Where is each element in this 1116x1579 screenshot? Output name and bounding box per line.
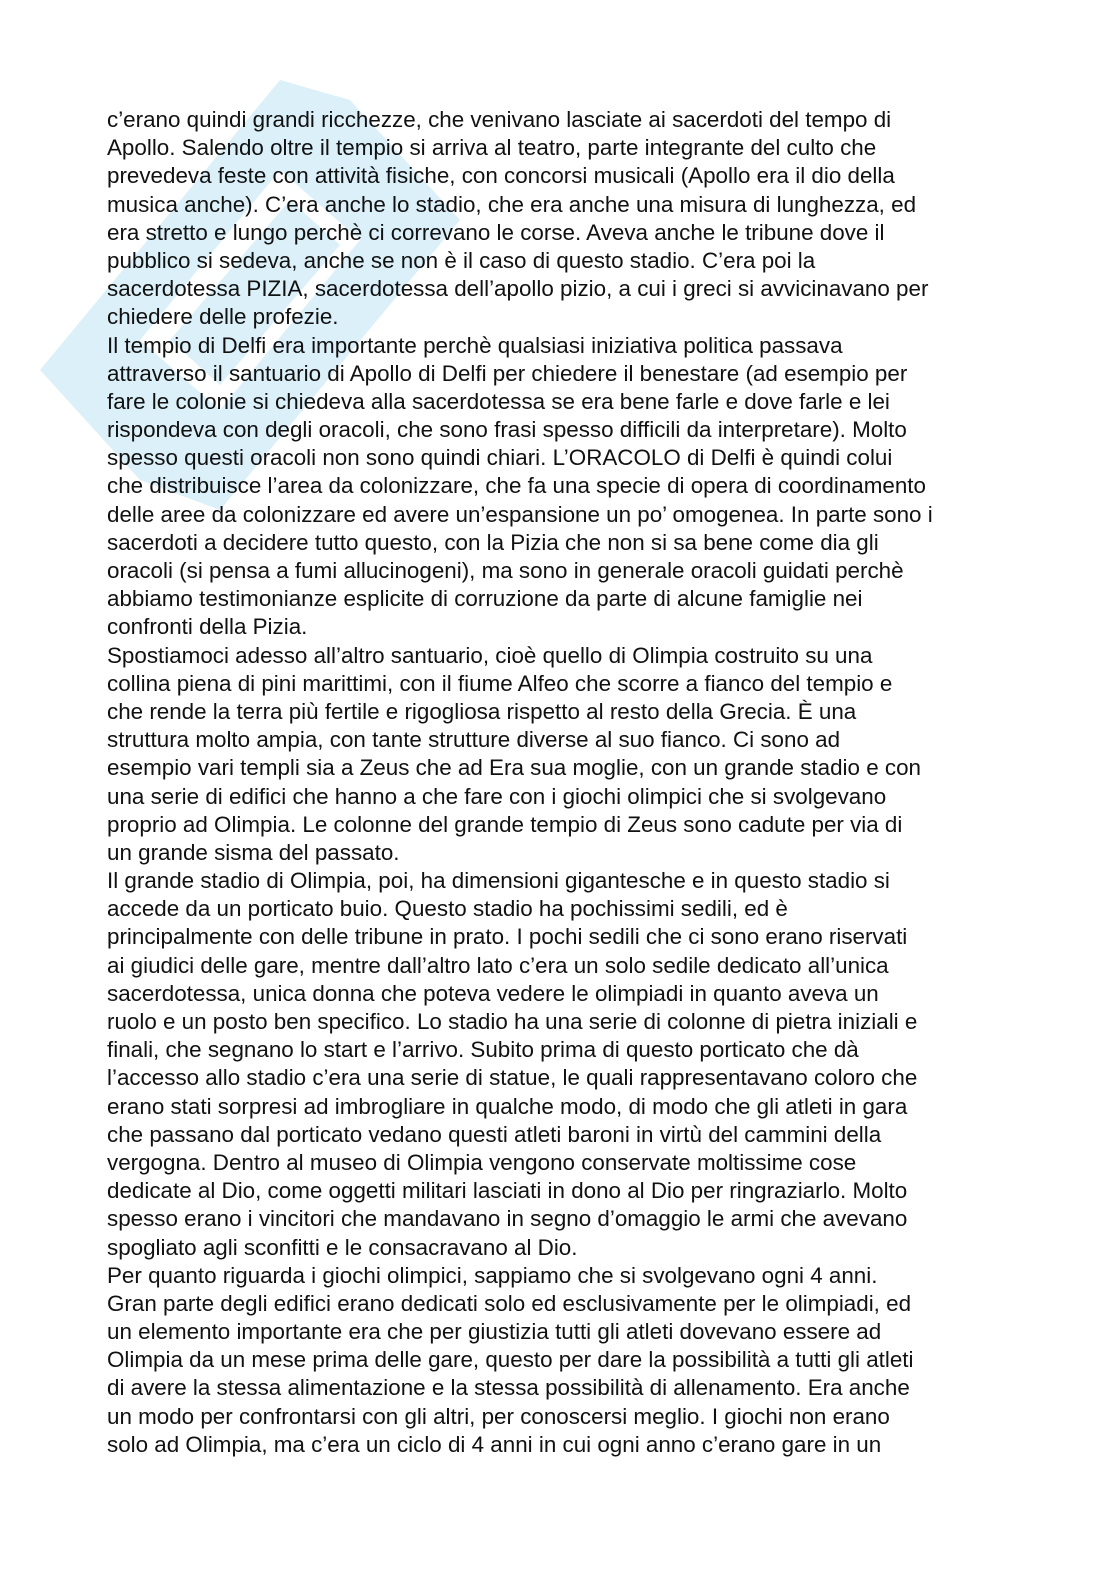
text-line: Il grande stadio di Olimpia, poi, ha dimensioni gigantesche e in questo stadio si	[107, 868, 890, 894]
text-line: sacerdoti a decidere tutto questo, con la Pizia che non si sa bene come dia gli	[107, 529, 879, 555]
text-line: pubblico si sedeva, anche se non è il caso di questo stadio. C’era poi la	[107, 247, 816, 273]
text-line: di avere la stessa alimentazione e la stessa possibilità di allenamento. Era anche	[107, 1375, 910, 1401]
text-line: un grande sisma del passato.	[107, 839, 400, 865]
text-line: dedicate al Dio, come oggetti militari lasciati in dono al Dio per ringraziarlo. Molto	[107, 1178, 908, 1204]
text-line: ruolo e un posto ben specifico. Lo stadio ha una serie di colonne di pietra iniziali e	[107, 1009, 918, 1034]
text-line: sacerdotessa PIZIA, sacerdotessa dell’apollo pizio, a cui i greci si avvicinavano per	[107, 276, 929, 302]
text-line: spesso questi oracoli non sono quindi chiari. L’ORACOLO di Delfi è quindi colui	[107, 445, 893, 471]
text-line: l’accesso allo stadio c’era una serie di statue, le quali rappresentavano coloro che	[107, 1065, 918, 1091]
text-line: proprio ad Olimpia. Le colonne del grande tempio di Zeus sono cadute per via di	[107, 811, 903, 837]
text-line: Spostiamoci adesso all’altro santuario, cioè quello di Olimpia costruito su una	[107, 642, 873, 668]
text-line: rispondeva con degli oracoli, che sono frasi spesso difficili da interpretare). Molto	[107, 417, 907, 443]
text-line: principalmente con delle tribune in prato. I pochi sedili che ci sono erano riservati	[107, 924, 908, 950]
text-line: era stretto e lungo perchè ci correvano le corse. Aveva anche le tribune dove il	[107, 219, 885, 245]
text-line: Olimpia da un mese prima delle gare, questo per dare la possibilità a tutti gli atleti	[107, 1347, 914, 1373]
text-line: che passano dal porticato vedano questi atleti baroni in virtù del cammini della	[107, 1121, 882, 1147]
text-line: Apollo. Salendo oltre il tempio si arriva al teatro, parte integrante del culto che	[107, 135, 877, 161]
text-line: collina piena di pini marittimi, con il fiume Alfeo che scorre a fianco del tempio e	[107, 670, 893, 696]
text-line: che rende la terra più fertile e rigogliosa rispetto al resto della Grecia. È una	[107, 698, 857, 724]
text-line: un elemento importante era che per giustizia tutti gli atleti dovevano essere ad	[107, 1319, 882, 1345]
text-line: musica anche). C’era anche lo stadio, che era anche una misura di lunghezza, ed	[107, 191, 917, 217]
text-line: che distribuisce l’area da colonizzare, che fa una specie di opera di coordinamento	[107, 473, 926, 499]
text-line: finali, che segnano lo start e l’arrivo. Subito prima di questo porticato che dà	[107, 1037, 859, 1063]
text-line: Gran parte degli edifici erano dedicati solo ed esclusivamente per le olimpiadi, ed	[107, 1290, 912, 1316]
text-line: spogliato agli sconfitti e le consacravano al Dio.	[107, 1234, 578, 1260]
text-line: delle aree da colonizzare ed avere un’espansione un po’ omogenea. In parte sono i	[107, 501, 933, 527]
text-line: Per quanto riguarda i giochi olimpici, sappiamo che si svolgevano ogni 4 anni.	[107, 1262, 878, 1288]
text-line: accede da un porticato buio. Questo stadio ha pochissimi sedili, ed è	[107, 896, 788, 922]
text-line: abbiamo testimonianze esplicite di corruzione da parte di alcune famiglie nei	[107, 586, 863, 612]
text-line: sacerdotessa, unica donna che poteva vedere le olimpiadi in quanto aveva un	[107, 980, 879, 1006]
text-line: una serie di edifici che hanno a che fare con i giochi olimpici che si svolgevano	[107, 783, 887, 809]
document-body	[107, 106, 1007, 1459]
text-line: c’erano quindi grandi ricchezze, che venivano lasciate ai sacerdoti del tempo di	[107, 107, 892, 132]
text-line: confronti della Pizia.	[107, 614, 308, 640]
text-line: Il tempio di Delfi era importante perchè qualsiasi iniziativa politica passava	[107, 332, 843, 358]
text-line: attraverso il santuario di Apollo di Delfi per chiedere il benestare (ad esempio per	[107, 360, 908, 386]
text-line: spesso erano i vincitori che mandavano in segno d’omaggio le armi che avevano	[107, 1206, 908, 1232]
text-line: chiedere delle profezie.	[107, 304, 339, 330]
text-line: prevedeva feste con attività fisiche, con concorsi musicali (Apollo era il dio della	[107, 163, 895, 189]
text-line: un modo per confrontarsi con gli altri, per conoscersi meglio. I giochi non erano	[107, 1403, 890, 1429]
text-line: ai giudici delle gare, mentre dall’altro lato c’era un solo sedile dedicato all’unica	[107, 952, 889, 978]
text-line: solo ad Olimpia, ma c’era un ciclo di 4 anni in cui ogni anno c’erano gare in un	[107, 1431, 882, 1457]
text-line: struttura molto ampia, con tante strutture diverse al suo fianco. Ci sono ad	[107, 727, 841, 753]
text-line: esempio vari templi sia a Zeus che ad Era sua moglie, con un grande stadio e con	[107, 755, 921, 781]
text-line: vergogna. Dentro al museo di Olimpia vengono conservate moltissime cose	[107, 1149, 857, 1175]
text-line: fare le colonie si chiedeva alla sacerdotessa se era bene farle e dove farle e lei	[107, 388, 890, 414]
text-line: erano stati sorpresi ad imbrogliare in qualche modo, di modo che gli atleti in gara	[107, 1093, 908, 1119]
text-line: oracoli (si pensa a fumi allucinogeni), ma sono in generale oracoli guidati perchè	[107, 558, 904, 583]
